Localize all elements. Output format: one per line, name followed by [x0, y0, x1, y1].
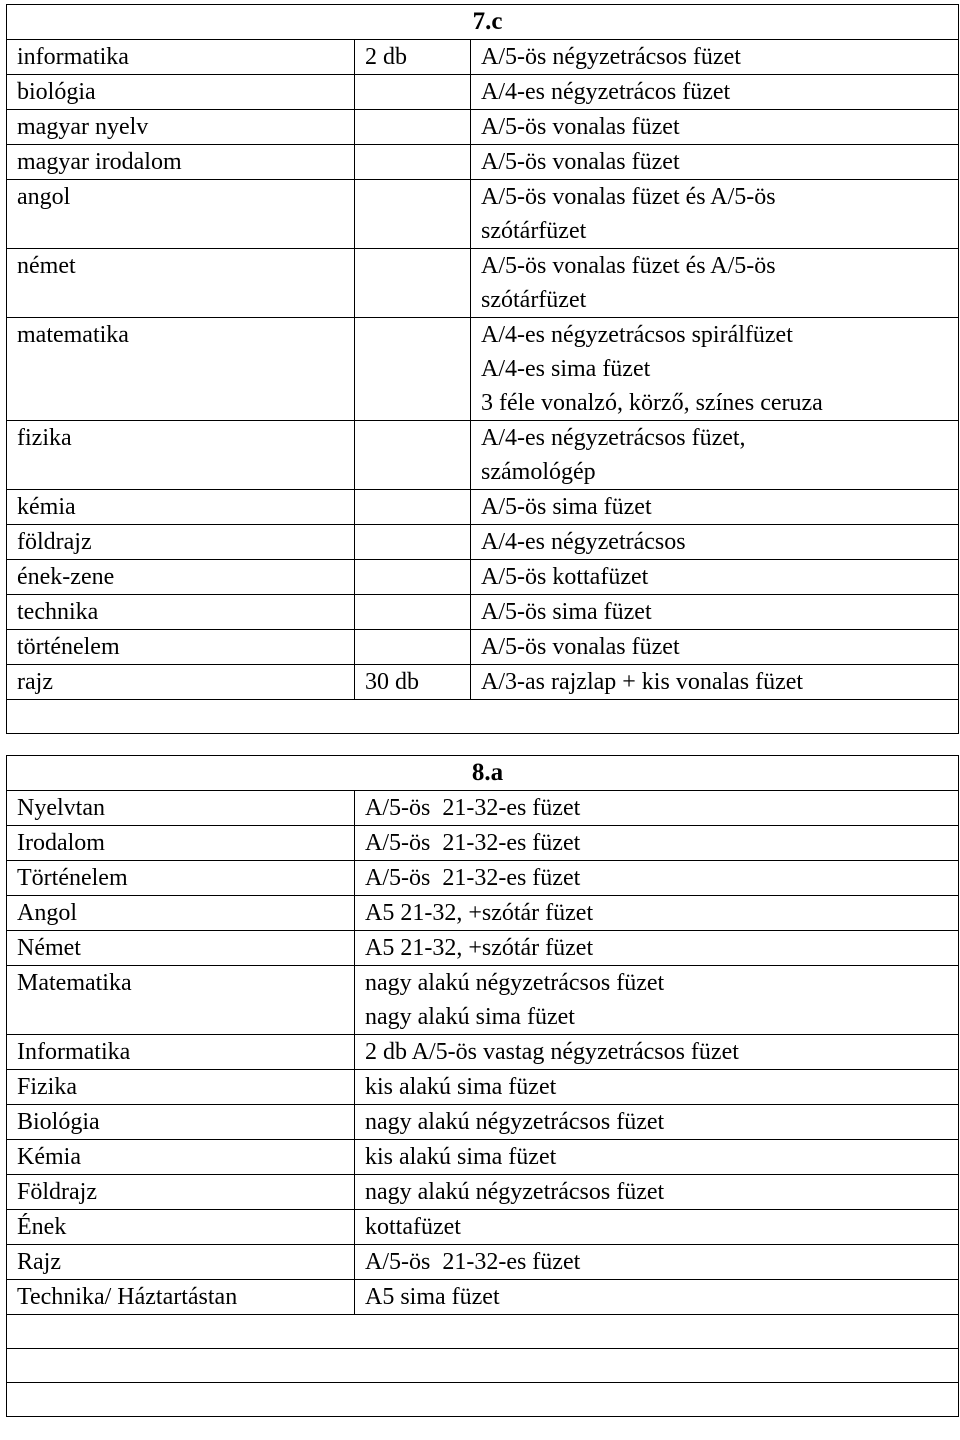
items-cell: A/5-ös 21-32-es füzet — [355, 826, 959, 861]
items-cell: A/4-es négyzetrácos füzet — [471, 75, 959, 110]
table-row — [7, 490, 959, 525]
subject-cell: fizika — [7, 421, 355, 490]
table-row — [7, 560, 959, 595]
blank-cell — [7, 1349, 959, 1383]
table-row — [7, 1105, 959, 1140]
subject-cell: angol — [7, 180, 355, 249]
items-cell: A/5-ös vonalas füzet — [471, 630, 959, 665]
subject-cell: német — [7, 249, 355, 318]
quantity-cell — [355, 249, 471, 318]
items-cell: A/5-ös 21-32-es füzet — [355, 861, 959, 896]
items-cell: A/5-ös 21-32-es füzet — [355, 1245, 959, 1280]
blank-cell — [7, 1315, 959, 1349]
table-row — [7, 791, 959, 826]
items-cell: A/5-ös vonalas füzet és A/5-ös szótárfüzet — [471, 180, 959, 249]
subject-cell: Nyelvtan — [7, 791, 355, 826]
subject-cell: kémia — [7, 490, 355, 525]
table-row — [7, 861, 959, 896]
subject-cell: rajz — [7, 665, 355, 700]
table-row — [7, 665, 959, 700]
subject-cell: Történelem — [7, 861, 355, 896]
blank-row — [7, 700, 959, 734]
table-row — [7, 525, 959, 560]
blank-row — [7, 1349, 959, 1383]
quantity-cell — [355, 180, 471, 249]
items-cell: A5 21-32, +szótár füzet — [355, 896, 959, 931]
quantity-cell — [355, 525, 471, 560]
subject-cell: Fizika — [7, 1070, 355, 1105]
class-7c-title: 7.c — [7, 5, 959, 40]
subject-cell: Irodalom — [7, 826, 355, 861]
quantity-cell — [355, 560, 471, 595]
items-cell: A/4-es négyzetrácsos — [471, 525, 959, 560]
subject-cell: Angol — [7, 896, 355, 931]
table-row — [7, 249, 959, 318]
quantity-cell — [355, 421, 471, 490]
subject-cell: földrajz — [7, 525, 355, 560]
table-row — [7, 630, 959, 665]
subject-cell: Biológia — [7, 1105, 355, 1140]
blank-row — [7, 1315, 959, 1349]
table-row — [7, 1210, 959, 1245]
table-row — [7, 40, 959, 75]
table-row — [7, 1280, 959, 1315]
subject-cell: Rajz — [7, 1245, 355, 1280]
quantity-cell — [355, 75, 471, 110]
items-cell: A5 sima füzet — [355, 1280, 959, 1315]
table-row — [7, 1140, 959, 1175]
table-row — [7, 931, 959, 966]
subject-cell: biológia — [7, 75, 355, 110]
class-7c-title-row — [7, 5, 959, 40]
table-row — [7, 421, 959, 490]
quantity-cell: 2 db — [355, 40, 471, 75]
table-row — [7, 180, 959, 249]
table-row — [7, 1070, 959, 1105]
class-8a-title-row — [7, 756, 959, 791]
items-cell: A/5-ös vonalas füzet — [471, 145, 959, 180]
items-cell: A/3-as rajzlap + kis vonalas füzet — [471, 665, 959, 700]
quantity-cell: 30 db — [355, 665, 471, 700]
table-row — [7, 1245, 959, 1280]
subject-cell: Kémia — [7, 1140, 355, 1175]
subject-cell: történelem — [7, 630, 355, 665]
blank-row — [7, 1383, 959, 1417]
subject-cell: technika — [7, 595, 355, 630]
subject-cell: Ének — [7, 1210, 355, 1245]
subject-cell: Földrajz — [7, 1175, 355, 1210]
table-row — [7, 145, 959, 180]
blank-cell — [7, 700, 959, 734]
items-cell: kis alakú sima füzet — [355, 1070, 959, 1105]
items-cell: 2 db A/5-ös vastag négyzetrácsos füzet — [355, 1035, 959, 1070]
items-cell: A/4-es négyzetrácsos füzet, számológép — [471, 421, 959, 490]
subject-cell: Technika/ Háztartástan — [7, 1280, 355, 1315]
table-row — [7, 896, 959, 931]
class-7c-table — [6, 4, 959, 734]
subject-cell: Informatika — [7, 1035, 355, 1070]
items-cell: A/5-ös kottafüzet — [471, 560, 959, 595]
table-row — [7, 1175, 959, 1210]
subject-cell: ének-zene — [7, 560, 355, 595]
items-cell: A/5-ös 21-32-es füzet — [355, 791, 959, 826]
table-row — [7, 75, 959, 110]
quantity-cell — [355, 595, 471, 630]
items-cell: nagy alakú négyzetrácsos füzet — [355, 1175, 959, 1210]
quantity-cell — [355, 318, 471, 421]
items-cell: A/5-ös négyzetrácsos füzet — [471, 40, 959, 75]
items-cell: A5 21-32, +szótár füzet — [355, 931, 959, 966]
subject-cell: matematika — [7, 318, 355, 421]
quantity-cell — [355, 630, 471, 665]
table-row — [7, 966, 959, 1035]
quantity-cell — [355, 145, 471, 180]
subject-cell: magyar nyelv — [7, 110, 355, 145]
class-8a-title: 8.a — [7, 756, 959, 791]
items-cell: A/5-ös sima füzet — [471, 595, 959, 630]
items-cell: kottafüzet — [355, 1210, 959, 1245]
table-row — [7, 826, 959, 861]
items-cell: nagy alakú négyzetrácsos füzet — [355, 1105, 959, 1140]
quantity-cell — [355, 490, 471, 525]
table-row — [7, 1035, 959, 1070]
subject-cell: Német — [7, 931, 355, 966]
items-cell: nagy alakú négyzetrácsos füzet nagy alakú sima füzet — [355, 966, 959, 1035]
subject-cell: informatika — [7, 40, 355, 75]
table-row — [7, 110, 959, 145]
items-cell: A/4-es négyzetrácsos spirálfüzet A/4-es sima füzet 3 féle vonalzó, körző, színes ceruza — [471, 318, 959, 421]
subject-cell: Matematika — [7, 966, 355, 1035]
table-row — [7, 595, 959, 630]
quantity-cell — [355, 110, 471, 145]
table-row — [7, 318, 959, 421]
items-cell: A/5-ös vonalas füzet — [471, 110, 959, 145]
items-cell: A/5-ös sima füzet — [471, 490, 959, 525]
blank-cell — [7, 1383, 959, 1417]
items-cell: A/5-ös vonalas füzet és A/5-ös szótárfüzet — [471, 249, 959, 318]
items-cell: kis alakú sima füzet — [355, 1140, 959, 1175]
subject-cell: magyar irodalom — [7, 145, 355, 180]
class-8a-table — [6, 755, 959, 1417]
